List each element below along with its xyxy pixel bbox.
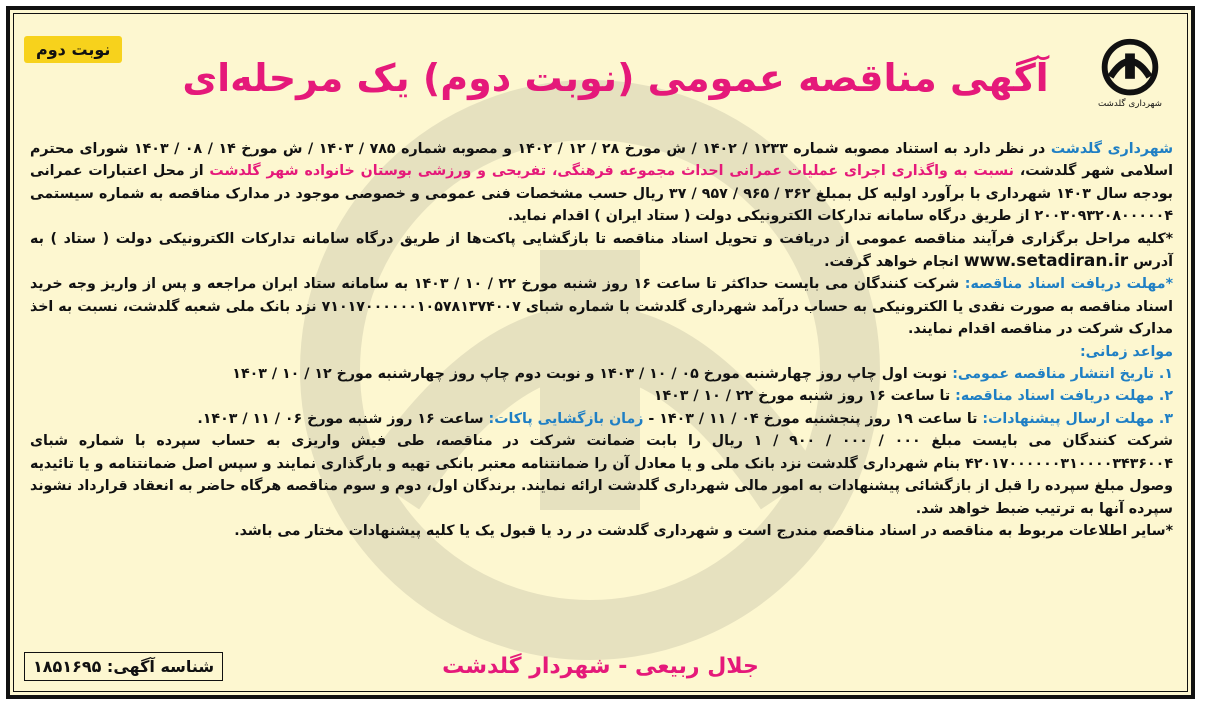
project-title: نسبت به واگذاری اجرای عملیات عمرانی احداث مجموعه فرهنگی، تفریحی و ورزشی بوستان خانواده شهر گلدشت xyxy=(209,163,1014,180)
announcement-title: آگهی مناقصه عمومی (نوبت دوم) یک مرحله‌ای xyxy=(182,56,1049,100)
schedule-item-1: ۱. تاریخ انتشار مناقصه عمومی: نوبت اول چاپ روز چهارشنبه مورخ ۰۵ / ۱۰ / ۱۴۰۳ و نوبت دوم چاپ روز چهارشنبه مورخ ۱۲ / ۱۰ / ۱۴۰۳ xyxy=(232,366,1173,383)
guarantee-paragraph: شرکت کنندگان می بایست مبلغ ۰۰۰ / ۰۰۰ / ۹۰۰ / ۱ ریال را بابت ضمانت شرکت در مناقصه، طی فیش واریزی به حساب سپرده با شماره شبای ۴۲۰۱۷۰۰۰۰۰۰۳۱۰۰۰۰۳۴۳۶۰۰۴ بنام شهرداری گلدشت نزد بانک ملی و یا معادل آن را ضمانتنامه معتبر بانکی تهیه و بارگذاری نمایند و سپس اصل ضمانتنامه و یا تائیدیه وصول مبلغ سپرده را قبل از بازگشائی پیشنهادات به امور مالی شهرداری گلدشت ارائه نمایند. برندگان اول، دوم و سوم مناقصه هرگاه حاضر به انعقاد قرارداد نشوند سپرده آنها به ترتیب ضبط خواهد شد. xyxy=(30,433,1173,517)
process-text: *کلیه مراحل برگزاری فرآیند مناقصه عمومی از دریافت و تحویل اسناد مناقصه تا بازگشایی پاکت‌ها از طریق درگاه سامانه تدارکات الکترونیکی دولت ( ستاد ) به آدرس xyxy=(30,230,1173,271)
ad-id-box: شناسه آگهی: ۱۸۵۱۶۹۵ xyxy=(24,652,223,681)
intro-text-1: در نظر دارد به استناد مصوبه شماره ۱۲۳۳ / ۱۴۰۲ / ش مورخ ۲۸ / ۱۲ / ۱۴۰۲ و مصوبه شماره ۷۸۵ / ۱۴۰۳ / ش مورخ ۱۴ / ۰۸ / ۱۴۰۳ شورای محترم اسلامی شهر گلدشت، xyxy=(30,141,1173,180)
round-badge: نوبت دوم xyxy=(24,36,122,63)
announcement-body xyxy=(30,138,1173,542)
schedule-heading: مواعد زمانی: xyxy=(1079,343,1173,360)
process-tail: انجام خواهد گرفت. xyxy=(824,254,964,271)
documents-deadline-text: شرکت کنندگان می بایست حداکثر تا ساعت ۱۶ روز شنبه مورخ ۲۲ / ۱۰ / ۱۴۰۳ به سامانه ستاد ایران مراجعه و پس از واریز وجه خرید اسناد مناقصه به صورت نقدی یا الکترونیکی به حساب درآمد شهرداری گلدشت با شماره شبای ۷۱۰۱۷۰۰۰۰۰۰۱۰۵۷۸۱۳۷۴۰۰۷ نزد بانک ملی شعبه گلدشت، نسبت به اخذ مدارک شرکت در مناقصه اقدام نمایند. xyxy=(30,276,1173,338)
intro-text-2: از محل اعتبارات عمرانی بودجه سال ۱۴۰۳ شهرداری با برآورد اولیه کل بمبلغ ۳۶۲ / ۹۶۵ / ۹۵۷ / ۳۷ ریال حسب مشخصات فنی عمومی و خصوصی موجود در مدارک مناقصه به شماره سیستمی ۲۰۰۳۰۹۳۲۰۸۰۰۰۰۰۴ از طریق درگاه سامانه تدارکات الکترونیکی دولت ( ستاد ایران ) اقدام نماید. xyxy=(30,163,1174,225)
other-info-paragraph: *سایر اطلاعات مربوط به مناقصه در اسناد مناقصه مندرج است و شهرداری گلدشت در رد یا قبول یک یا کلیه پیشنهادات مختار می باشد. xyxy=(234,522,1173,539)
process-paragraph xyxy=(30,228,1173,274)
website-link[interactable]: www.setadiran.ir xyxy=(963,251,1129,272)
logo-caption: شهرداری گلدشت xyxy=(1097,99,1163,110)
schedule-item-3: ۳. مهلت ارسال پیشنهادات: تا ساعت ۱۹ روز پنجشنبه مورخ ۰۴ / ۱۱ / ۱۴۰۳ - زمان بازگشایی پاکات: ساعت ۱۶ روز شنبه مورخ ۰۶ / ۱۱ / ۱۴۰۳. xyxy=(197,410,1173,427)
municipality-logo-icon xyxy=(1091,32,1169,110)
documents-deadline-label: *مهلت دریافت اسناد مناقصه: xyxy=(964,276,1173,293)
documents-deadline-paragraph xyxy=(30,273,1173,340)
signature: جلال ربیعی - شهردار گلدشت xyxy=(442,654,759,679)
organization-name: شهرداری گلدشت xyxy=(1050,141,1174,157)
schedule-item-2: ۲. مهلت دریافت اسناد مناقصه: تا ساعت ۱۶ روز شنبه مورخ ۲۲ / ۱۰ / ۱۴۰۳ xyxy=(653,388,1173,405)
announcement-frame xyxy=(6,6,1195,699)
intro-paragraph xyxy=(30,138,1173,228)
